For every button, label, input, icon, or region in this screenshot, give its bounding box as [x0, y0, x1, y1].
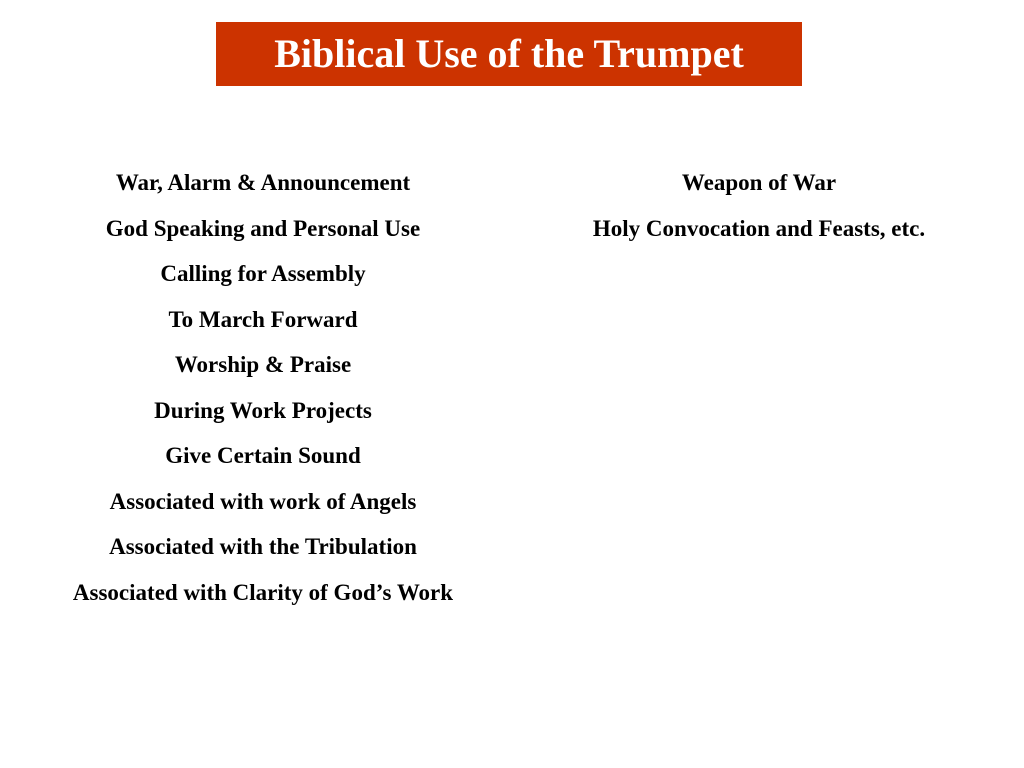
list-item: God Speaking and Personal Use — [105, 215, 421, 241]
list-item: Worship & Praise — [174, 352, 352, 377]
left-topic-list — [14, 160, 512, 615]
list-item: Calling for Assembly — [160, 261, 366, 286]
right-topic-list — [508, 160, 1010, 251]
list-item: To March Forward — [168, 306, 358, 332]
slide-title-banner — [216, 22, 802, 86]
list-item: During Work Projects — [154, 397, 372, 423]
slide-title: Biblical Use of the Trumpet — [274, 31, 744, 76]
list-item: War, Alarm & Announcement — [115, 170, 411, 195]
list-item: Weapon of War — [681, 170, 837, 195]
list-item: Holy Convocation and Feasts, etc. — [592, 215, 926, 241]
list-item: Associated with work of Angels — [109, 488, 417, 514]
list-item: Associated with Clarity of God’s Work — [72, 579, 454, 605]
list-item: Associated with the Tribulation — [109, 534, 417, 559]
list-item: Give Certain Sound — [165, 443, 361, 468]
